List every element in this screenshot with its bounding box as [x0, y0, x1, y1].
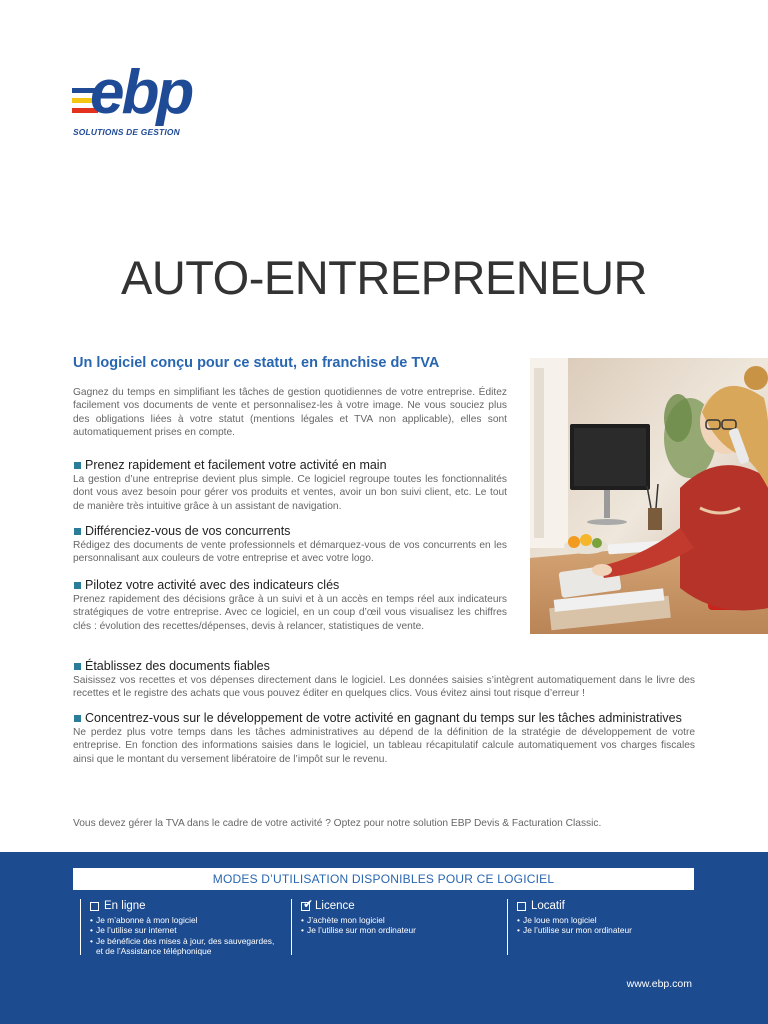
website-link[interactable]: www.ebp.com	[626, 978, 692, 990]
feature-heading: Établissez des documents fiables	[73, 659, 695, 673]
feature-body: La gestion d’une entreprise devient plus simple. Ce logiciel regroupe toutes les fonctionnalités dont vous avez besoin pour gérer vos produits et ventes, avoir un bon suivi client, etc. Le tout de manière très intuitive grâce à un assistant de navigation.	[73, 474, 507, 512]
list-item: • Je l’utilise sur mon ordinateur	[301, 925, 491, 935]
feature-body: Ne perdez plus votre temps dans les tâches administratives au dépend de la définition de la stratégie de développement de votre entreprise. En fonction des informations saisies dans le logiciel, un tableau récapitulatif calcule automatiquement vos charges fiscales ainsi que le montant du versement libératoire de l’impôt sur le revenu.	[73, 727, 695, 765]
feature-heading: Différenciez-vous de vos concurrents	[73, 524, 507, 538]
mode-title: ✔ Licence	[303, 897, 355, 912]
feature-body: Prenez rapidement des décisions grâce à un suivi et à un accès en temps réel aux indicateurs stratégiques de votre entreprise. Avec ce logiciel, en un coup d’œil vous visualisez les chiffres clés : évolution des recettes/dépenses, devis à relancer, statistiques de vente.	[73, 594, 507, 632]
checkbox-checked-icon: ✔	[303, 897, 314, 911]
subtitle: Un logiciel conçu pour ce statut, en franchise de TVA	[73, 355, 440, 371]
feature-documents	[73, 659, 695, 701]
footer-panel	[0, 852, 768, 1024]
checkbox-empty-icon	[517, 902, 526, 911]
feature-heading: Prenez rapidement et facilement votre activité en main	[73, 458, 507, 472]
list-item: • Je loue mon logiciel	[517, 915, 687, 925]
logo-tagline: SOLUTIONS DE GESTION	[73, 127, 180, 137]
checkbox-empty-icon	[90, 902, 99, 911]
bullet-square-icon	[74, 715, 81, 722]
list-item: • Je l’utilise sur mon ordinateur	[517, 925, 687, 935]
list-item: • Je bénéficie des mises à jour, des sauvegardes, et de l’Assistance téléphonique	[90, 936, 280, 957]
tva-note: Vous devez gérer la TVA dans le cadre de votre activité ? Optez pour notre solution EBP Devis & Facturation Classic.	[73, 818, 602, 829]
page-title: AUTO-ENTREPRENEUR	[121, 251, 647, 304]
bullet-square-icon	[74, 582, 81, 589]
bullet-square-icon	[74, 528, 81, 535]
mode-items	[301, 915, 491, 936]
feature-development	[73, 711, 695, 766]
ebp-logo	[72, 58, 242, 140]
list-item: • Je l’utilise sur internet	[90, 925, 280, 935]
mode-items	[517, 915, 687, 936]
list-item: • J’achète mon logiciel	[301, 915, 491, 925]
feature-differentiate	[73, 524, 507, 566]
list-item: • Je m’abonne à mon logiciel	[90, 915, 280, 925]
modes-heading: MODES D’UTILISATION DISPONIBLES POUR CE LOGICIEL	[73, 868, 694, 890]
feature-heading: Concentrez-vous sur le développement de votre activité en gagnant du temps sur les tâches administratives	[73, 711, 695, 725]
feature-body: Saisissez vos recettes et vos dépenses directement dans le logiciel. Les données saisies s’intègrent automatiquement dans le livre des recettes et le registre des achats que vous pouvez éditer en quelques clics. Vous évitez ainsi tout risque d’erreur !	[73, 675, 695, 700]
mode-title: Locatif	[517, 899, 687, 913]
mode-online	[80, 899, 280, 955]
feature-activity	[73, 458, 507, 513]
feature-indicators	[73, 578, 507, 633]
mode-rental	[507, 899, 687, 955]
mode-licence	[291, 899, 491, 955]
bullet-square-icon	[74, 462, 81, 469]
bullet-square-icon	[74, 663, 81, 670]
logo-wordmark: ebp	[90, 58, 192, 127]
feature-body: Rédigez des documents de vente professionnels et démarquez-vous de vos concurrents en les personnalisant aux couleurs de votre entreprise et avec votre logo.	[73, 540, 507, 565]
mode-title: En ligne	[90, 899, 280, 913]
office-photo	[530, 358, 768, 634]
feature-heading: Pilotez votre activité avec des indicateurs clés	[73, 578, 507, 592]
mode-items	[90, 915, 280, 957]
intro-paragraph: Gagnez du temps en simplifiant les tâches de gestion quotidiennes de votre entreprise. Éditez facilement vos documents de vente et personnalisez-les à votre image. Ne vous souciez plus des obligations liées à votre statut (mentions légales et TVA non applicable), elles sont automatiquement prises en compte.	[73, 387, 507, 439]
